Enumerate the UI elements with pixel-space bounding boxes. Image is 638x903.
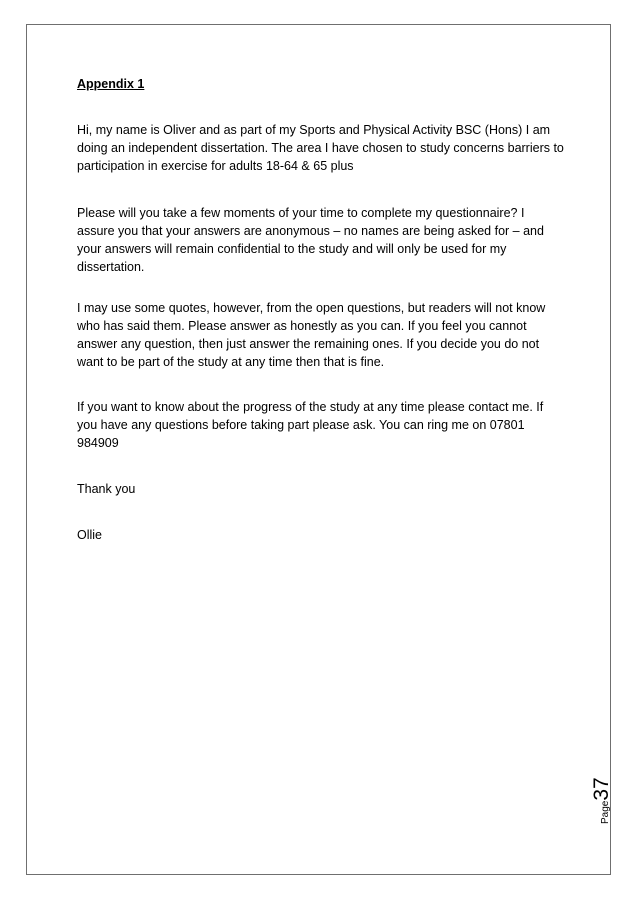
page-number-footer (590, 777, 614, 824)
paragraph-quotes: I may use some quotes, however, from the open questions, but readers will not know who has said them. Please answer as honestly as you can. If you feel you cannot answer any question, then just answer the remaining ones. If you decide you do not want to be part of the study at any time then that is fine. (77, 301, 546, 369)
paragraph-contact: If you want to know about the progress of the study at any time please contact me. If you have any questions before taking part please ask. You can ring me on 07801 984909 (77, 400, 544, 450)
paragraph-introduction: Hi, my name is Oliver and as part of my Sports and Physical Activity BSC (Hons) I am doing an independent dissertation. The area I have chosen to study concerns barriers to participation in exercise for adults 18-64 & 65 plus (77, 123, 564, 173)
appendix-heading: Appendix 1 (77, 77, 145, 91)
paragraph-thanks: Thank you (77, 482, 136, 496)
page-number: 37 (590, 777, 613, 801)
paragraph-signature: Ollie (77, 528, 103, 542)
page-label: Page (600, 800, 611, 824)
paragraph-request: Please will you take a few moments of your time to complete my questionnaire? I assure you that your answers are anonymous – no names are being asked for – and your answers will remain confidential to the study and will only be used for my dissertation. (77, 206, 544, 274)
